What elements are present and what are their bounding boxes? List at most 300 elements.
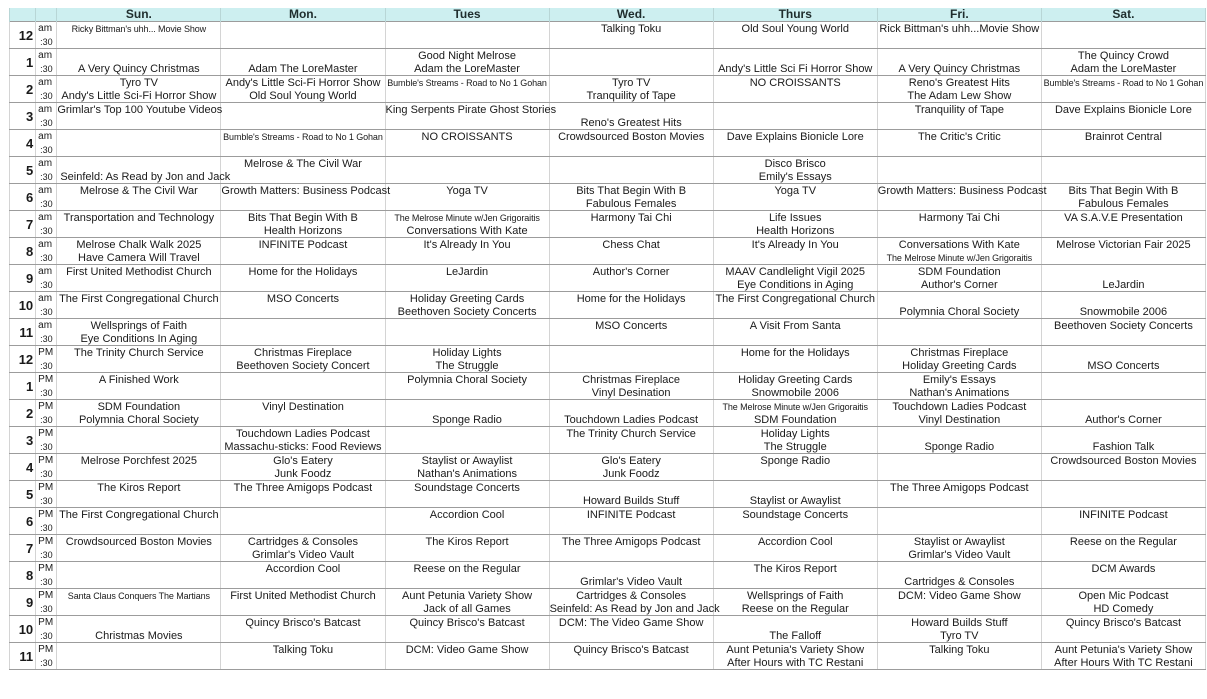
program-cell-tue[interactable]: Accordion Cool [385,508,549,522]
program-cell-thu[interactable]: Holiday Greeting Cards [713,373,877,387]
program-cell-fri[interactable]: Polymnia Choral Society [877,305,1041,319]
half-hour-label[interactable]: :30 [36,656,57,670]
program-cell-thu[interactable]: The Kiros Report [713,562,877,576]
hour-label[interactable]: 12 [10,346,36,373]
am-pm-label[interactable]: am [36,265,57,279]
program-cell-thu[interactable]: Dave Explains Bionicle Lore [713,130,877,144]
program-cell-sun[interactable] [57,548,221,562]
program-cell-mon[interactable]: Melrose & The Civil War [221,157,385,171]
program-cell-wed[interactable]: Chess Chat [549,238,713,252]
half-hour-label[interactable]: :30 [36,359,57,373]
program-cell-wed[interactable] [549,629,713,643]
program-cell-thu[interactable]: MAAV Candlelight Vigil 2025 [713,265,877,279]
program-cell-sat[interactable]: HD Comedy [1041,602,1205,616]
program-cell-sun[interactable]: The First Congregational Church [57,292,221,306]
program-cell-mon[interactable]: INFINITE Podcast [221,238,385,252]
program-cell-tue[interactable] [385,170,549,184]
program-cell-sat[interactable] [1041,265,1205,279]
program-cell-mon[interactable]: Adam The LoreMaster [221,62,385,76]
program-cell-wed[interactable] [549,548,713,562]
program-cell-tue[interactable] [385,427,549,441]
program-cell-sat[interactable]: INFINITE Podcast [1041,508,1205,522]
program-cell-thu[interactable]: The First Congregational Church [713,292,877,306]
program-cell-thu[interactable]: Disco Brisco [713,157,877,171]
program-cell-thu[interactable]: The Melrose Minute w/Jen Grigoraitis [713,400,877,414]
half-hour-label[interactable]: :30 [36,467,57,481]
program-cell-tue[interactable]: Conversations With Kate [385,224,549,238]
hour-label[interactable]: 4 [10,130,36,157]
program-cell-tue[interactable]: Holiday Lights [385,346,549,360]
hour-label[interactable]: 8 [10,562,36,589]
program-cell-wed[interactable]: Reno's Greatest Hits [549,116,713,130]
am-pm-label[interactable]: am [36,103,57,117]
program-cell-mon[interactable] [221,494,385,508]
hour-label[interactable]: 2 [10,400,36,427]
program-cell-mon[interactable]: Massachu-sticks: Food Reviews [221,440,385,454]
program-cell-sun[interactable]: Tyro TV [57,76,221,90]
program-cell-sat[interactable] [1041,494,1205,508]
program-cell-sat[interactable]: Reese on the Regular [1041,535,1205,549]
program-cell-tue[interactable]: Bumble's Streams - Road to No 1 Gohan [385,76,549,90]
program-cell-fri[interactable]: The Melrose Minute w/Jen Grigoraitis [877,251,1041,265]
half-hour-label[interactable]: :30 [36,305,57,319]
program-cell-fri[interactable] [877,521,1041,535]
program-cell-mon[interactable] [221,575,385,589]
program-cell-wed[interactable]: Touchdown Ladies Podcast [549,413,713,427]
half-hour-label[interactable]: :30 [36,62,57,76]
program-cell-wed[interactable] [549,224,713,238]
am-pm-label[interactable]: PM [36,562,57,576]
program-cell-wed[interactable] [549,49,713,63]
program-cell-fri[interactable] [877,427,1041,441]
program-cell-thu[interactable] [713,548,877,562]
program-cell-tue[interactable]: Reese on the Regular [385,562,549,576]
program-cell-sat[interactable]: DCM Awards [1041,562,1205,576]
hour-label[interactable]: 1 [10,373,36,400]
program-cell-tue[interactable] [385,521,549,535]
am-pm-label[interactable]: PM [36,400,57,414]
program-cell-sat[interactable]: Fabulous Females [1041,197,1205,211]
program-cell-mon[interactable]: Quincy Brisco's Batcast [221,616,385,630]
program-cell-fri[interactable]: Touchdown Ladies Podcast [877,400,1041,414]
program-cell-tue[interactable] [385,116,549,130]
program-cell-thu[interactable]: The Falloff [713,629,877,643]
program-cell-sun[interactable] [57,49,221,63]
program-cell-wed[interactable]: Tranquility of Tape [549,89,713,103]
am-pm-label[interactable]: am [36,184,57,198]
program-cell-wed[interactable] [549,562,713,576]
program-cell-tue[interactable] [385,143,549,157]
program-cell-tue[interactable] [385,548,549,562]
program-cell-tue[interactable]: It's Already In You [385,238,549,252]
program-cell-fri[interactable]: Grimlar's Video Vault [877,548,1041,562]
program-cell-wed[interactable]: MSO Concerts [549,319,713,333]
program-cell-fri[interactable]: Staylist or Awaylist [877,535,1041,549]
program-cell-sat[interactable]: MSO Concerts [1041,359,1205,373]
program-cell-wed[interactable]: Crowdsourced Boston Movies [549,130,713,144]
program-cell-sat[interactable] [1041,427,1205,441]
program-cell-tue[interactable]: Soundstage Concerts [385,481,549,495]
program-cell-mon[interactable] [221,116,385,130]
program-cell-thu[interactable] [713,103,877,117]
program-cell-mon[interactable]: The Three Amigops Podcast [221,481,385,495]
program-cell-thu[interactable]: Wellsprings of Faith [713,589,877,603]
program-cell-sun[interactable]: Christmas Movies [57,629,221,643]
program-cell-wed[interactable] [549,35,713,49]
program-cell-sat[interactable] [1041,89,1205,103]
program-cell-thu[interactable] [713,251,877,265]
program-cell-thu[interactable]: Old Soul Young World [713,22,877,36]
hour-label[interactable]: 1 [10,49,36,76]
hour-label[interactable]: 6 [10,508,36,535]
program-cell-mon[interactable] [221,22,385,36]
program-cell-tue[interactable] [385,629,549,643]
program-cell-wed[interactable] [549,400,713,414]
program-cell-sun[interactable] [57,602,221,616]
program-cell-thu[interactable]: The Struggle [713,440,877,454]
program-cell-wed[interactable]: The Trinity Church Service [549,427,713,441]
program-cell-sat[interactable]: Beethoven Society Concerts [1041,319,1205,333]
am-pm-label[interactable]: PM [36,373,57,387]
program-cell-sun[interactable]: First United Methodist Church [57,265,221,279]
program-cell-sun[interactable]: SDM Foundation [57,400,221,414]
program-cell-tue[interactable]: NO CROISSANTS [385,130,549,144]
am-pm-label[interactable]: PM [36,616,57,630]
day-header-mon[interactable]: Mon. [221,8,385,22]
program-cell-sat[interactable]: Melrose Victorian Fair 2025 [1041,238,1205,252]
program-cell-thu[interactable]: A Visit From Santa [713,319,877,333]
program-cell-fri[interactable]: Talking Toku [877,643,1041,657]
day-header-tue[interactable]: Tues [385,8,549,22]
hour-label[interactable]: 7 [10,535,36,562]
am-pm-label[interactable]: PM [36,508,57,522]
program-cell-tue[interactable]: Staylist or Awaylist [385,454,549,468]
program-cell-fri[interactable]: Howard Builds Stuff [877,616,1041,630]
program-cell-wed[interactable] [549,656,713,670]
program-cell-mon[interactable] [221,332,385,346]
half-hour-label[interactable]: :30 [36,143,57,157]
program-cell-fri[interactable] [877,35,1041,49]
program-cell-sat[interactable] [1041,629,1205,643]
half-hour-label[interactable]: :30 [36,413,57,427]
program-cell-fri[interactable]: Author's Corner [877,278,1041,292]
program-cell-mon[interactable]: Vinyl Destination [221,400,385,414]
program-cell-thu[interactable] [713,467,877,481]
program-cell-tue[interactable]: The Struggle [385,359,549,373]
am-pm-label[interactable]: am [36,76,57,90]
half-hour-label[interactable]: :30 [36,251,57,265]
program-cell-mon[interactable]: Junk Foodz [221,467,385,481]
program-cell-sun[interactable]: Grimlar's Top 100 Youtube Videos [57,103,223,116]
program-cell-tue[interactable]: Aunt Petunia Variety Show [385,589,549,603]
hour-label[interactable]: 10 [10,616,36,643]
program-cell-tue[interactable] [385,157,549,171]
am-pm-label[interactable]: am [36,130,57,144]
hour-label[interactable]: 8 [10,238,36,265]
program-cell-wed[interactable]: Junk Foodz [549,467,713,481]
program-cell-tue[interactable]: DCM: Video Game Show [385,643,549,657]
program-cell-fri[interactable] [877,656,1041,670]
program-cell-thu[interactable] [713,305,877,319]
program-cell-sun[interactable] [57,427,221,441]
program-cell-fri[interactable] [877,319,1041,333]
program-cell-wed[interactable]: Home for the Holidays [549,292,713,306]
program-cell-sat[interactable]: Fashion Talk [1041,440,1205,454]
program-cell-fri[interactable] [877,197,1041,211]
program-cell-sun[interactable] [57,116,221,130]
program-cell-thu[interactable] [713,359,877,373]
day-header-fri[interactable]: Fri. [877,8,1041,22]
program-cell-wed[interactable] [549,359,713,373]
program-cell-fri[interactable] [877,508,1041,522]
program-cell-sat[interactable] [1041,373,1205,387]
program-cell-mon[interactable] [221,508,385,522]
program-cell-sun[interactable] [57,643,221,657]
program-cell-thu[interactable]: Eye Conditions in Aging [713,278,877,292]
program-cell-mon[interactable]: Bumble's Streams - Road to No 1 Gohan [221,130,385,144]
program-cell-mon[interactable] [221,373,385,387]
program-cell-mon[interactable]: First United Methodist Church [221,589,385,603]
program-cell-thu[interactable] [713,197,877,211]
half-hour-label[interactable]: :30 [36,332,57,346]
program-cell-thu[interactable]: Accordion Cool [713,535,877,549]
program-cell-thu[interactable]: Emily's Essays [713,170,877,184]
program-cell-wed[interactable]: Bits That Begin With B [549,184,713,198]
program-cell-sat[interactable] [1041,481,1205,495]
program-cell-wed[interactable]: Glo's Eatery [549,454,713,468]
program-cell-sat[interactable]: After Hours With TC Restani [1041,656,1205,670]
program-cell-sat[interactable] [1041,224,1205,238]
program-cell-sun[interactable] [57,616,221,630]
program-cell-tue[interactable] [385,89,549,103]
program-cell-fri[interactable]: Vinyl Destination [877,413,1041,427]
program-cell-mon[interactable]: Andy's Little Sci-Fi Horror Show [221,76,385,90]
program-cell-sun[interactable]: The Kiros Report [57,481,221,495]
am-pm-label[interactable]: am [36,49,57,63]
program-cell-thu[interactable] [713,116,877,130]
program-cell-sun[interactable] [57,440,221,454]
program-cell-sun[interactable] [57,305,221,319]
program-cell-fri[interactable] [877,467,1041,481]
program-cell-wed[interactable] [549,170,713,184]
am-pm-label[interactable]: am [36,319,57,333]
program-cell-tue[interactable]: Jack of all Games [385,602,549,616]
program-cell-wed[interactable] [549,521,713,535]
am-pm-label[interactable]: PM [36,346,57,360]
program-cell-mon[interactable] [221,629,385,643]
program-cell-tue[interactable] [385,251,549,265]
program-cell-fri[interactable] [877,454,1041,468]
am-pm-label[interactable]: PM [36,481,57,495]
program-cell-tue[interactable] [385,197,549,211]
program-cell-fri[interactable] [877,602,1041,616]
program-cell-thu[interactable] [713,143,877,157]
half-hour-label[interactable]: :30 [36,494,57,508]
program-cell-wed[interactable]: The Three Amigops Podcast [549,535,713,549]
program-cell-fri[interactable] [877,562,1041,576]
program-cell-fri[interactable]: Rick Bittman's uhh...Movie Show [877,22,1041,36]
program-cell-tue[interactable]: Adam the LoreMaster [385,62,549,76]
program-cell-fri[interactable]: SDM Foundation [877,265,1041,279]
half-hour-label[interactable]: :30 [36,89,57,103]
program-cell-sun[interactable] [57,359,221,373]
program-cell-tue[interactable] [385,440,549,454]
program-cell-sun[interactable] [57,656,221,670]
program-cell-sun[interactable] [57,521,221,535]
program-cell-sat[interactable]: Adam the LoreMaster [1041,62,1205,76]
program-cell-sat[interactable] [1041,521,1205,535]
program-cell-thu[interactable]: Snowmobile 2006 [713,386,877,400]
program-cell-mon[interactable]: Old Soul Young World [221,89,385,103]
program-cell-sat[interactable] [1041,400,1205,414]
program-cell-sat[interactable]: Bumble's Streams - Road to No 1 Gohan [1041,76,1205,90]
program-cell-sun[interactable]: Seinfeld: As Read by Jon and Jack [57,170,221,184]
program-cell-wed[interactable] [549,346,713,360]
hour-label[interactable]: 11 [10,643,36,670]
program-cell-fri[interactable] [877,116,1041,130]
program-cell-mon[interactable]: Health Horizons [221,224,385,238]
program-cell-sat[interactable] [1041,548,1205,562]
program-cell-wed[interactable] [549,62,713,76]
program-cell-mon[interactable]: Bits That Begin With B [221,211,385,225]
program-cell-tue[interactable] [385,319,549,333]
program-cell-thu[interactable]: Holiday Lights [713,427,877,441]
hour-label[interactable]: 9 [10,265,36,292]
program-cell-sun[interactable]: Have Camera Will Travel [57,251,221,265]
program-cell-thu[interactable]: After Hours with TC Restani [713,656,877,670]
program-cell-mon[interactable] [221,386,385,400]
program-cell-sat[interactable]: Snowmobile 2006 [1041,305,1205,319]
program-cell-wed[interactable]: Cartridges & Consoles [549,589,713,603]
program-cell-thu[interactable]: Yoga TV [713,184,877,198]
program-cell-wed[interactable]: Quincy Brisco's Batcast [549,643,713,657]
program-cell-wed[interactable]: Talking Toku [549,22,713,36]
program-cell-wed[interactable]: Seinfeld: As Read by Jon and Jack [549,602,720,615]
half-hour-label[interactable]: :30 [36,116,57,130]
program-cell-sun[interactable]: A Finished Work [57,373,221,387]
program-cell-tue[interactable] [385,278,549,292]
program-cell-tue[interactable]: Good Night Melrose [385,49,549,63]
program-cell-wed[interactable] [549,278,713,292]
program-cell-wed[interactable]: Author's Corner [549,265,713,279]
program-cell-sun[interactable] [57,157,221,171]
program-cell-fri[interactable] [877,494,1041,508]
program-cell-fri[interactable] [877,157,1041,171]
program-cell-tue[interactable]: Yoga TV [385,184,549,198]
program-cell-sat[interactable] [1041,170,1205,184]
program-cell-thu[interactable]: Home for the Holidays [713,346,877,360]
half-hour-label[interactable]: :30 [36,602,57,616]
day-header-thu[interactable]: Thurs [713,8,877,22]
program-cell-sat[interactable]: LeJardin [1041,278,1205,292]
program-cell-sat[interactable] [1041,116,1205,130]
program-cell-tue[interactable] [385,656,549,670]
program-cell-wed[interactable] [549,481,713,495]
program-cell-mon[interactable]: Home for the Holidays [221,265,385,279]
program-cell-mon[interactable]: Cartridges & Consoles [221,535,385,549]
program-cell-mon[interactable] [221,49,385,63]
program-cell-fri[interactable]: Cartridges & Consoles [877,575,1041,589]
half-hour-label[interactable]: :30 [36,629,57,643]
program-cell-sun[interactable]: Santa Claus Conquers The Martians [57,589,221,603]
program-cell-tue[interactable]: Polymnia Choral Society [385,373,549,387]
program-cell-mon[interactable] [221,413,385,427]
program-cell-sat[interactable] [1041,22,1205,36]
am-pm-label[interactable]: am [36,292,57,306]
program-cell-thu[interactable]: Reese on the Regular [713,602,877,616]
program-cell-wed[interactable]: Grimlar's Video Vault [549,575,713,589]
program-cell-fri[interactable]: Conversations With Kate [877,238,1041,252]
program-cell-fri[interactable]: DCM: Video Game Show [877,589,1041,603]
program-cell-mon[interactable] [221,521,385,535]
program-cell-mon[interactable] [221,305,385,319]
program-cell-thu[interactable]: Health Horizons [713,224,877,238]
program-cell-sun[interactable] [57,224,221,238]
program-cell-sat[interactable]: Quincy Brisco's Batcast [1041,616,1205,630]
program-cell-wed[interactable]: Harmony Tai Chi [549,211,713,225]
hour-label[interactable]: 4 [10,454,36,481]
program-cell-fri[interactable]: Harmony Tai Chi [877,211,1041,225]
program-cell-fri[interactable] [877,143,1041,157]
program-cell-sat[interactable]: Crowdsourced Boston Movies [1041,454,1205,468]
program-cell-mon[interactable]: Glo's Eatery [221,454,385,468]
program-cell-sat[interactable] [1041,143,1205,157]
program-cell-mon[interactable]: Talking Toku [221,643,385,657]
program-cell-fri[interactable]: Growth Matters: Business Podcast [877,184,1047,197]
program-cell-mon[interactable] [221,602,385,616]
program-cell-sun[interactable] [57,35,221,49]
program-cell-tue[interactable]: LeJardin [385,265,549,279]
half-hour-label[interactable]: :30 [36,224,57,238]
program-cell-tue[interactable] [385,22,549,36]
program-cell-wed[interactable]: Tyro TV [549,76,713,90]
program-cell-sun[interactable] [57,197,221,211]
program-cell-mon[interactable] [221,35,385,49]
half-hour-label[interactable]: :30 [36,440,57,454]
program-cell-thu[interactable]: SDM Foundation [713,413,877,427]
program-cell-wed[interactable]: INFINITE Podcast [549,508,713,522]
program-cell-thu[interactable]: Staylist or Awaylist [713,494,877,508]
program-cell-thu[interactable] [713,616,877,630]
half-hour-label[interactable]: :30 [36,548,57,562]
program-cell-sun[interactable]: The Trinity Church Service [57,346,221,360]
program-cell-mon[interactable] [221,278,385,292]
program-cell-fri[interactable]: The Adam Lew Show [877,89,1041,103]
program-cell-sat[interactable]: Open Mic Podcast [1041,589,1205,603]
program-cell-sun[interactable]: Andy's Little Sci-Fi Horror Show [57,89,221,103]
program-cell-thu[interactable]: It's Already In You [713,238,877,252]
program-cell-wed[interactable]: Howard Builds Stuff [549,494,713,508]
program-cell-tue[interactable] [385,494,549,508]
program-cell-sat[interactable] [1041,292,1205,306]
program-cell-sun[interactable] [57,386,221,400]
program-cell-tue[interactable]: Holiday Greeting Cards [385,292,549,306]
program-cell-wed[interactable] [549,103,713,117]
program-cell-mon[interactable]: Accordion Cool [221,562,385,576]
program-cell-tue[interactable]: Nathan's Animations [385,467,549,481]
hour-label[interactable]: 6 [10,184,36,211]
program-cell-fri[interactable]: The Three Amigops Podcast [877,481,1041,495]
program-cell-thu[interactable] [713,575,877,589]
program-cell-sun[interactable]: A Very Quincy Christmas [57,62,221,76]
program-cell-tue[interactable] [385,386,549,400]
hour-label[interactable]: 3 [10,103,36,130]
program-cell-sat[interactable] [1041,251,1205,265]
program-cell-fri[interactable]: The Critic's Critic [877,130,1041,144]
program-cell-wed[interactable] [549,251,713,265]
am-pm-label[interactable]: am [36,211,57,225]
half-hour-label[interactable]: :30 [36,278,57,292]
